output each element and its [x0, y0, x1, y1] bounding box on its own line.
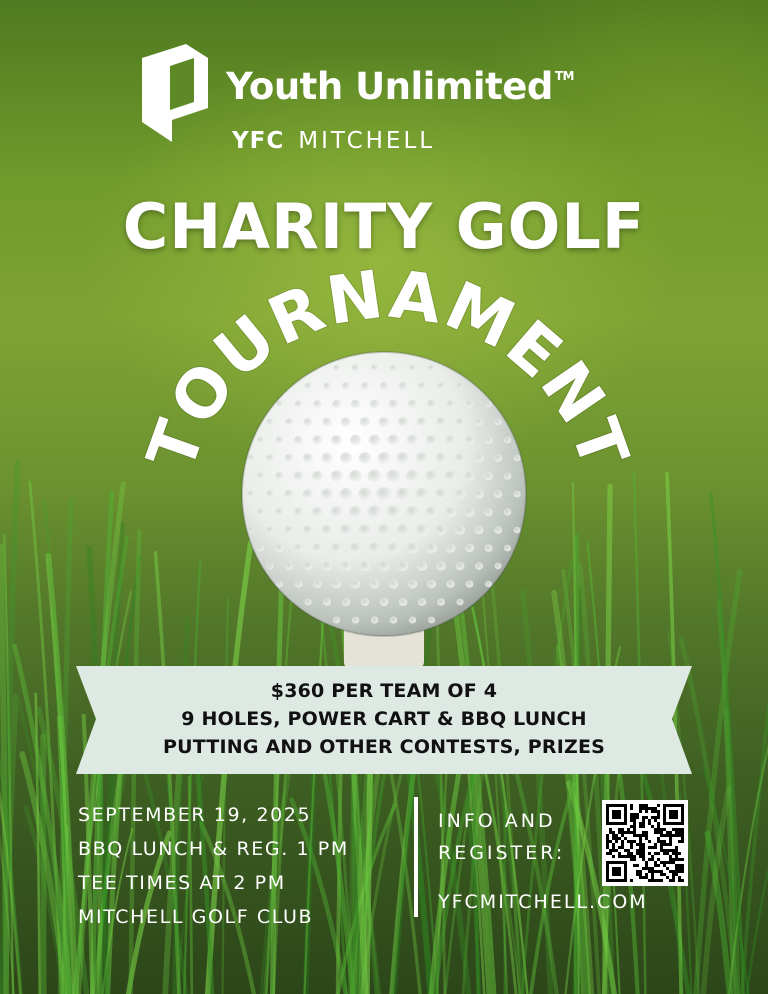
banner-line-includes: 9 HOLES, POWER CART & BBQ LUNCH	[181, 708, 587, 730]
info-line2: REGISTER:	[438, 842, 566, 864]
event-details	[78, 798, 349, 934]
title-line1: CHARITY GOLF	[122, 190, 646, 263]
brand-name-text: Youth Unlimited	[226, 65, 553, 108]
sub-brand-bold: YFC	[232, 128, 285, 154]
event-venue: MITCHELL GOLF CLUB	[78, 906, 314, 928]
banner-text	[76, 677, 692, 761]
sub-brand-light: MITCHELL	[298, 128, 436, 154]
trademark: TM	[554, 69, 574, 83]
info-line1: INFO AND	[438, 810, 556, 832]
event-tee-times: TEE TIMES AT 2 PM	[78, 872, 286, 894]
price-banner	[76, 662, 692, 776]
svg-text:TOURNAMENT	[132, 256, 643, 480]
event-date: SEPTEMBER 19, 2025	[78, 804, 312, 826]
banner-line-contests: PUTTING AND OTHER CONTESTS, PRIZES	[162, 736, 606, 758]
info-register	[438, 805, 565, 869]
qr-code-icon[interactable]	[602, 800, 688, 886]
website-link[interactable]: YFCMITCHELL.COM	[438, 891, 648, 913]
divider	[414, 797, 418, 917]
event-lunch: BBQ LUNCH & REG. 1 PM	[78, 838, 349, 860]
banner-line-price: $360 PER TEAM OF 4	[270, 680, 498, 702]
title-line2: TOURNAMENT	[132, 255, 644, 480]
